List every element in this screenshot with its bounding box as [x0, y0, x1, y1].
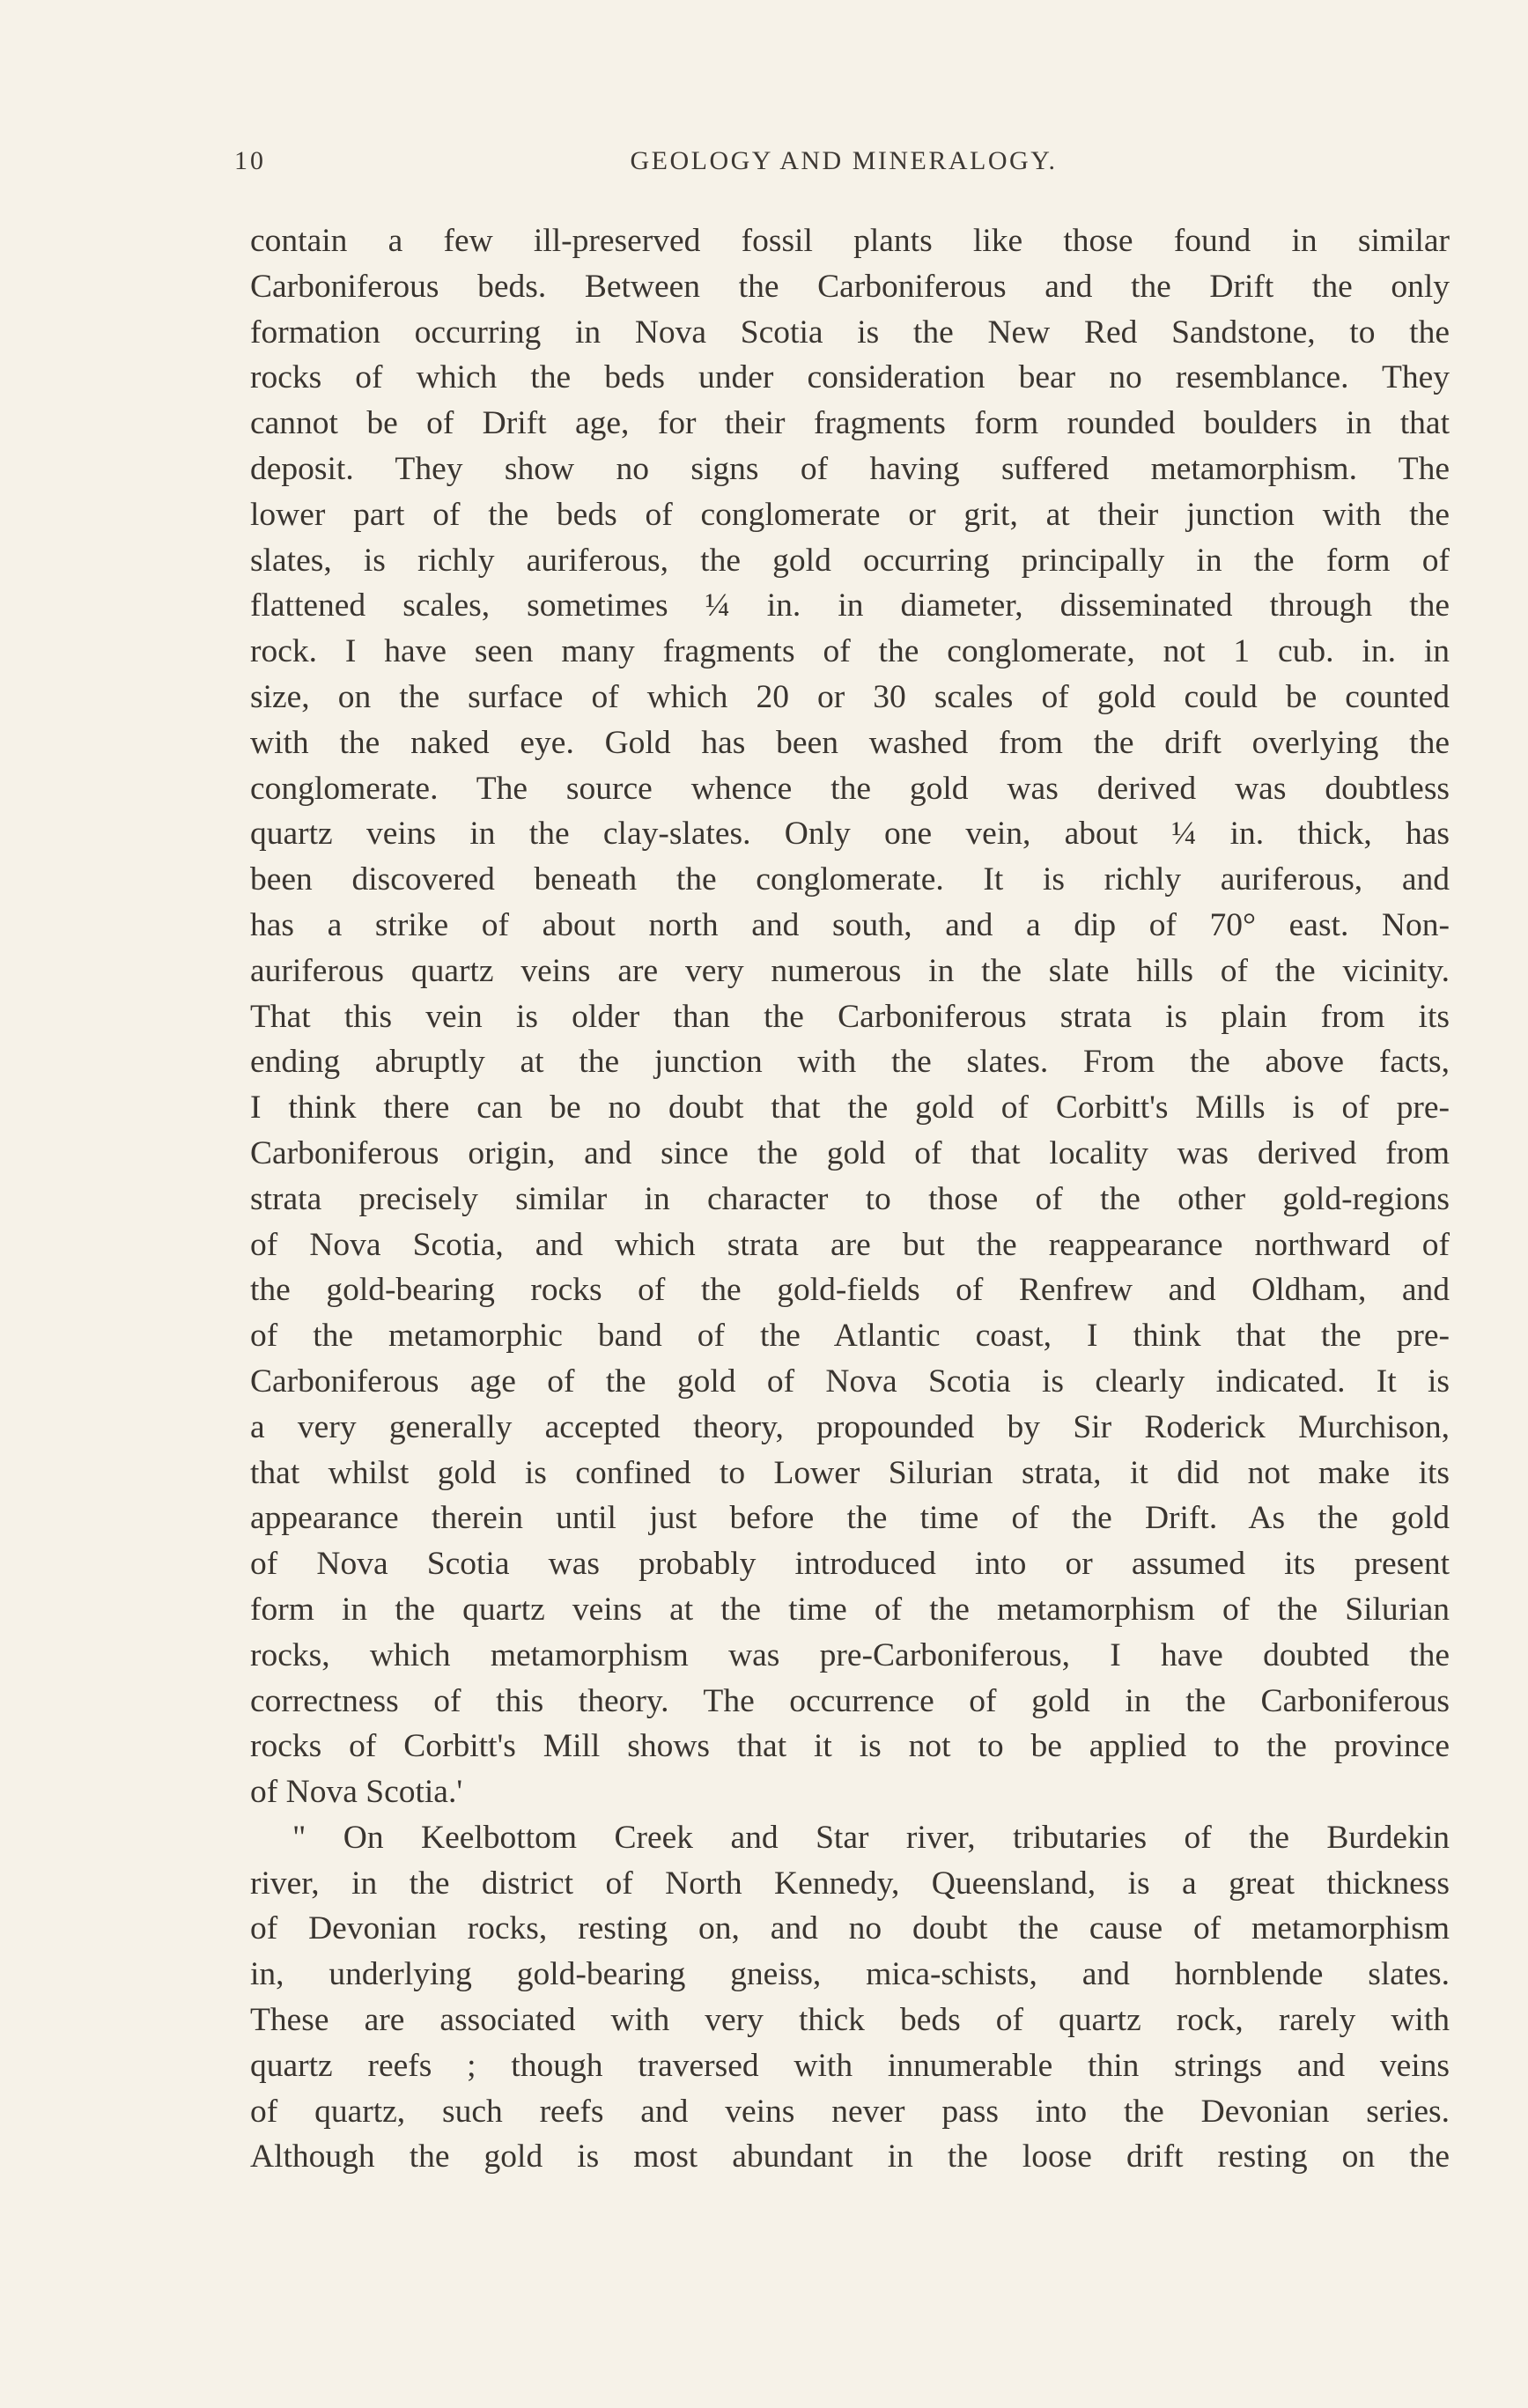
text-line: cannot be of Drift age, for their fragments form rounded boulders in that	[250, 405, 1450, 442]
page-number: 10	[234, 146, 266, 175]
text-line: Carboniferous origin, and since the gold of that locality was derived from	[250, 1134, 1450, 1171]
text-line: rocks, which metamorphism was pre-Carboniferous, I have doubted the	[250, 1636, 1450, 1673]
text-line: rock. I have seen many fragments of the conglomerate, not 1 cub. in. in	[250, 633, 1450, 670]
text-line: That this vein is older than the Carboniferous strata is plain from its	[250, 998, 1450, 1035]
text-line: ending abruptly at the junction with the slates. From the above facts,	[250, 1044, 1450, 1081]
text-line: with the naked eye. Gold has been washed from the drift overlying the	[250, 724, 1450, 761]
text-line: form in the quartz veins at the time of the metamorphism of the Silurian	[250, 1591, 1450, 1628]
text-line: river, in the district of North Kennedy, Queensland, is a great thickness	[250, 1865, 1450, 1902]
text-line: quartz veins in the clay-slates. Only one vein, about ¼ in. thick, has	[250, 816, 1450, 853]
text-line: strata precisely similar in character to those of the other gold-regions	[250, 1180, 1450, 1217]
text-line: rocks of Corbitt's Mill shows that it is not to be applied to the province	[250, 1728, 1450, 1765]
running-title: GEOLOGY AND MINERALOGY.	[630, 146, 1058, 175]
text-line: conglomerate. The source whence the gold was derived was doubtless	[250, 770, 1450, 807]
text-line: slates, is richly auriferous, the gold occurring principally in the form of	[250, 542, 1450, 579]
text-line: These are associated with very thick beds of quartz rock, rarely with	[250, 2002, 1450, 2039]
text-line: of Nova Scotia, and which strata are but the reappearance northward of	[250, 1226, 1450, 1263]
text-line: I think there can be no doubt that the gold of Corbitt's Mills is of pre-	[250, 1090, 1450, 1126]
text-line: a very generally accepted theory, propounded by Sir Roderick Murchison,	[250, 1408, 1450, 1445]
text-line: Although the gold is most abundant in the loose drift resting on the	[250, 2138, 1450, 2175]
text-line: contain a few ill-preserved fossil plants like those found in similar	[250, 223, 1450, 259]
text-line: has a strike of about north and south, and a dip of 70° east. Non-	[250, 906, 1450, 943]
paragraph-start-line: " On Keelbottom Creek and Star river, tributaries of the Burdekin	[292, 1819, 1450, 1856]
text-line: the gold-bearing rocks of the gold-fields of Renfrew and Oldham, and	[250, 1272, 1450, 1309]
text-line: auriferous quartz veins are very numerous in the slate hills of the vicinity.	[250, 952, 1450, 989]
text-line: lower part of the beds of conglomerate or grit, at their junction with the	[250, 496, 1450, 533]
text-line: in, underlying gold-bearing gneiss, mica-schists, and hornblende slates.	[250, 1956, 1450, 1993]
text-line: flattened scales, sometimes ¼ in. in diameter, disseminated through the	[250, 587, 1450, 624]
text-line: deposit. They show no signs of having suffered metamorphism. The	[250, 450, 1450, 487]
body-text	[250, 218, 1450, 2180]
text-line: correctness of this theory. The occurrence of gold in the Carboniferous	[250, 1682, 1450, 1719]
paragraph-end-line: of Nova Scotia.'	[250, 1774, 463, 1811]
text-line: size, on the surface of which 20 or 30 scales of gold could be counted	[250, 678, 1450, 715]
text-line: of Nova Scotia was probably introduced into or assumed its present	[250, 1546, 1450, 1583]
text-line: formation occurring in Nova Scotia is the New Red Sandstone, to the	[250, 314, 1450, 351]
text-line: been discovered beneath the conglomerate. It is richly auriferous, and	[250, 861, 1450, 898]
page-header	[234, 146, 1453, 190]
text-line: Carboniferous age of the gold of Nova Scotia is clearly indicated. It is	[250, 1363, 1450, 1400]
text-line: rocks of which the beds under consideration bear no resemblance. They	[250, 359, 1450, 396]
text-line: of the metamorphic band of the Atlantic coast, I think that the pre-	[250, 1318, 1450, 1355]
text-line: of Devonian rocks, resting on, and no doubt the cause of metamorphism	[250, 1910, 1450, 1947]
text-line: that whilst gold is confined to Lower Silurian strata, it did not make its	[250, 1454, 1450, 1491]
text-line: Carboniferous beds. Between the Carboniferous and the Drift the only	[250, 268, 1450, 305]
text-line: of quartz, such reefs and veins never pass into the Devonian series.	[250, 2093, 1450, 2130]
text-line: quartz reefs ; though traversed with innumerable thin strings and veins	[250, 2047, 1450, 2084]
text-line: appearance therein until just before the time of the Drift. As the gold	[250, 1500, 1450, 1537]
